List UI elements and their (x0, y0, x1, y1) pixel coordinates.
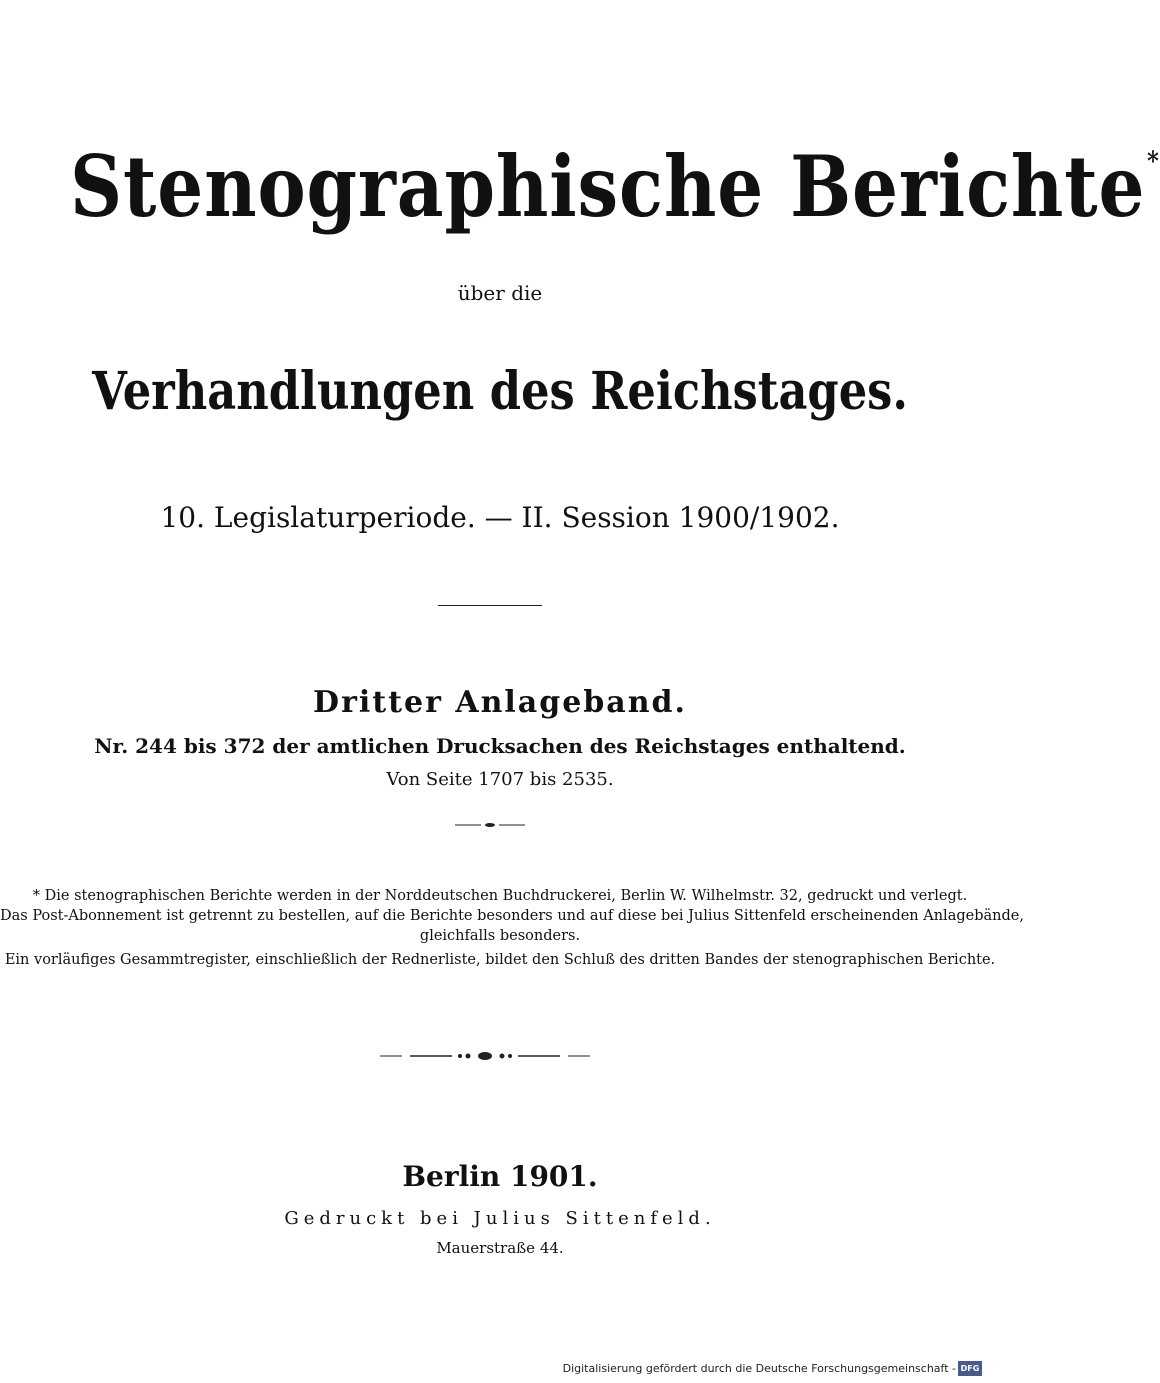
footnote-line-1: * Die stenographischen Berichte werden in der Norddeutschen Buchdruckerei, Berlin W. Wilhelmstr. 32, gedruckt und verlegt. (32, 888, 968, 904)
title-footnote-marker: * (1147, 147, 1160, 177)
divider-rule (438, 605, 542, 606)
volume-title: Dritter Anlageband. (313, 685, 687, 720)
document-title-text: Stenographische Berichte (70, 137, 1146, 236)
subtitle-connector: über die (457, 281, 543, 305)
footnote-line-4: Ein vorläufiges Gesammtregister, einschließlich der Rednerliste, bildet den Schluß des dritten Bandes der stenographischen Berichte. (4, 952, 996, 968)
volume-pages: Von Seite 1707 bis 2535. (386, 769, 614, 790)
footnote-line-2: Das Post-Abonnement ist getrennt zu bestellen, auf die Berichte besonders und auf diese bei Julius Sittenfeld erscheinenden Anlagebände, (0, 908, 1024, 924)
imprint-address: Mauerstraße 44. (436, 1239, 564, 1257)
ornament-divider-small (455, 820, 525, 830)
volume-contents: Nr. 244 bis 372 der amtlichen Drucksachen des Reichstages enthaltend. (94, 734, 906, 758)
ornament-divider-large (380, 1050, 590, 1062)
legislative-period: 10. Legislaturperiode. — II. Session 1900/1902. (160, 501, 840, 534)
dfg-logo: DFG (958, 1361, 982, 1376)
imprint-city-year: Berlin 1901. (402, 1160, 598, 1193)
footnote-line-3: gleichfalls besonders. (419, 928, 581, 944)
document-title (70, 112, 1160, 237)
imprint-printer: Gedruckt bei Julius Sittenfeld. (284, 1208, 716, 1229)
subtitle-main: Verhandlungen des Reichstages. (92, 361, 908, 422)
digitization-credit: Digitalisierung gefördert durch die Deutsche Forschungsgemeinschaft - (562, 1362, 956, 1375)
